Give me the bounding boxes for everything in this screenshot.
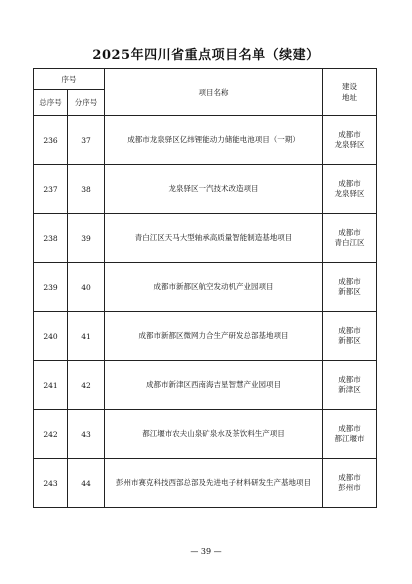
location-district: 新津区	[338, 385, 361, 394]
sub-number-cell: 42	[68, 361, 105, 410]
location-city: 成都市	[338, 277, 361, 286]
header-location-line1: 建设	[342, 82, 357, 91]
location-city: 成都市	[338, 228, 361, 237]
table-row	[34, 263, 377, 312]
location-district: 都江堰市	[334, 434, 365, 443]
total-number-cell: 236	[34, 116, 68, 165]
location-city: 成都市	[338, 473, 361, 482]
location-city: 成都市	[338, 375, 361, 384]
sub-number-cell: 40	[68, 263, 105, 312]
location-district: 青白江区	[334, 238, 365, 247]
location-cell	[323, 410, 377, 459]
project-name-cell: 成都市新都区航空发动机产业园项目	[105, 263, 323, 312]
page-number: — 39 —	[190, 547, 222, 556]
sub-number-cell: 38	[68, 165, 105, 214]
sub-number-cell: 44	[68, 459, 105, 508]
header-location-line2: 地址	[342, 93, 357, 102]
total-number-cell: 240	[34, 312, 68, 361]
header-seq: 序号	[34, 69, 105, 90]
location-cell	[323, 165, 377, 214]
table-row	[34, 459, 377, 508]
header-project-name: 项目名称	[105, 69, 323, 116]
project-name-cell: 青白江区天马大型轴承高质量智能制造基地项目	[105, 214, 323, 263]
document-title: 2025年四川省重点项目名单（续建）	[92, 48, 320, 63]
total-number-cell: 238	[34, 214, 68, 263]
project-name-cell: 龙泉驿区一汽技术改造项目	[105, 165, 323, 214]
table-row	[34, 214, 377, 263]
sub-number-cell: 39	[68, 214, 105, 263]
sub-number-cell: 43	[68, 410, 105, 459]
location-city: 成都市	[338, 424, 361, 433]
location-cell	[323, 116, 377, 165]
sub-number-cell: 41	[68, 312, 105, 361]
table-row	[34, 410, 377, 459]
table-row	[34, 312, 377, 361]
location-district: 新都区	[338, 336, 361, 345]
location-district: 新都区	[338, 287, 361, 296]
project-name-cell: 成都市龙泉驿区亿纬锂能动力储能电池项目（一期）	[105, 116, 323, 165]
sub-number-cell: 37	[68, 116, 105, 165]
location-city: 成都市	[338, 130, 361, 139]
table-row	[34, 361, 377, 410]
location-city: 成都市	[338, 179, 361, 188]
location-cell	[323, 214, 377, 263]
table-row	[34, 116, 377, 165]
total-number-cell: 237	[34, 165, 68, 214]
project-name-cell: 彭州市赛克科技西部总部及先进电子材料研发生产基地项目	[105, 459, 323, 508]
header-sub-no: 分序号	[68, 90, 105, 116]
project-name-cell: 成都市新都区微网力合生产研发总部基地项目	[105, 312, 323, 361]
table-row	[34, 165, 377, 214]
location-district: 彭州市	[338, 483, 361, 492]
location-cell	[323, 263, 377, 312]
project-table	[33, 68, 377, 508]
project-name-cell: 都江堰市农夫山泉矿泉水及茶饮料生产项目	[105, 410, 323, 459]
location-district: 龙泉驿区	[334, 189, 365, 198]
location-city: 成都市	[338, 326, 361, 335]
total-number-cell: 241	[34, 361, 68, 410]
header-total-no: 总序号	[34, 90, 68, 116]
location-cell	[323, 312, 377, 361]
location-cell	[323, 459, 377, 508]
location-district: 龙泉驿区	[334, 140, 365, 149]
total-number-cell: 243	[34, 459, 68, 508]
project-name-cell: 成都市新津区西南海吉星智慧产业园项目	[105, 361, 323, 410]
header-location	[323, 69, 377, 116]
total-number-cell: 239	[34, 263, 68, 312]
location-cell	[323, 361, 377, 410]
total-number-cell: 242	[34, 410, 68, 459]
